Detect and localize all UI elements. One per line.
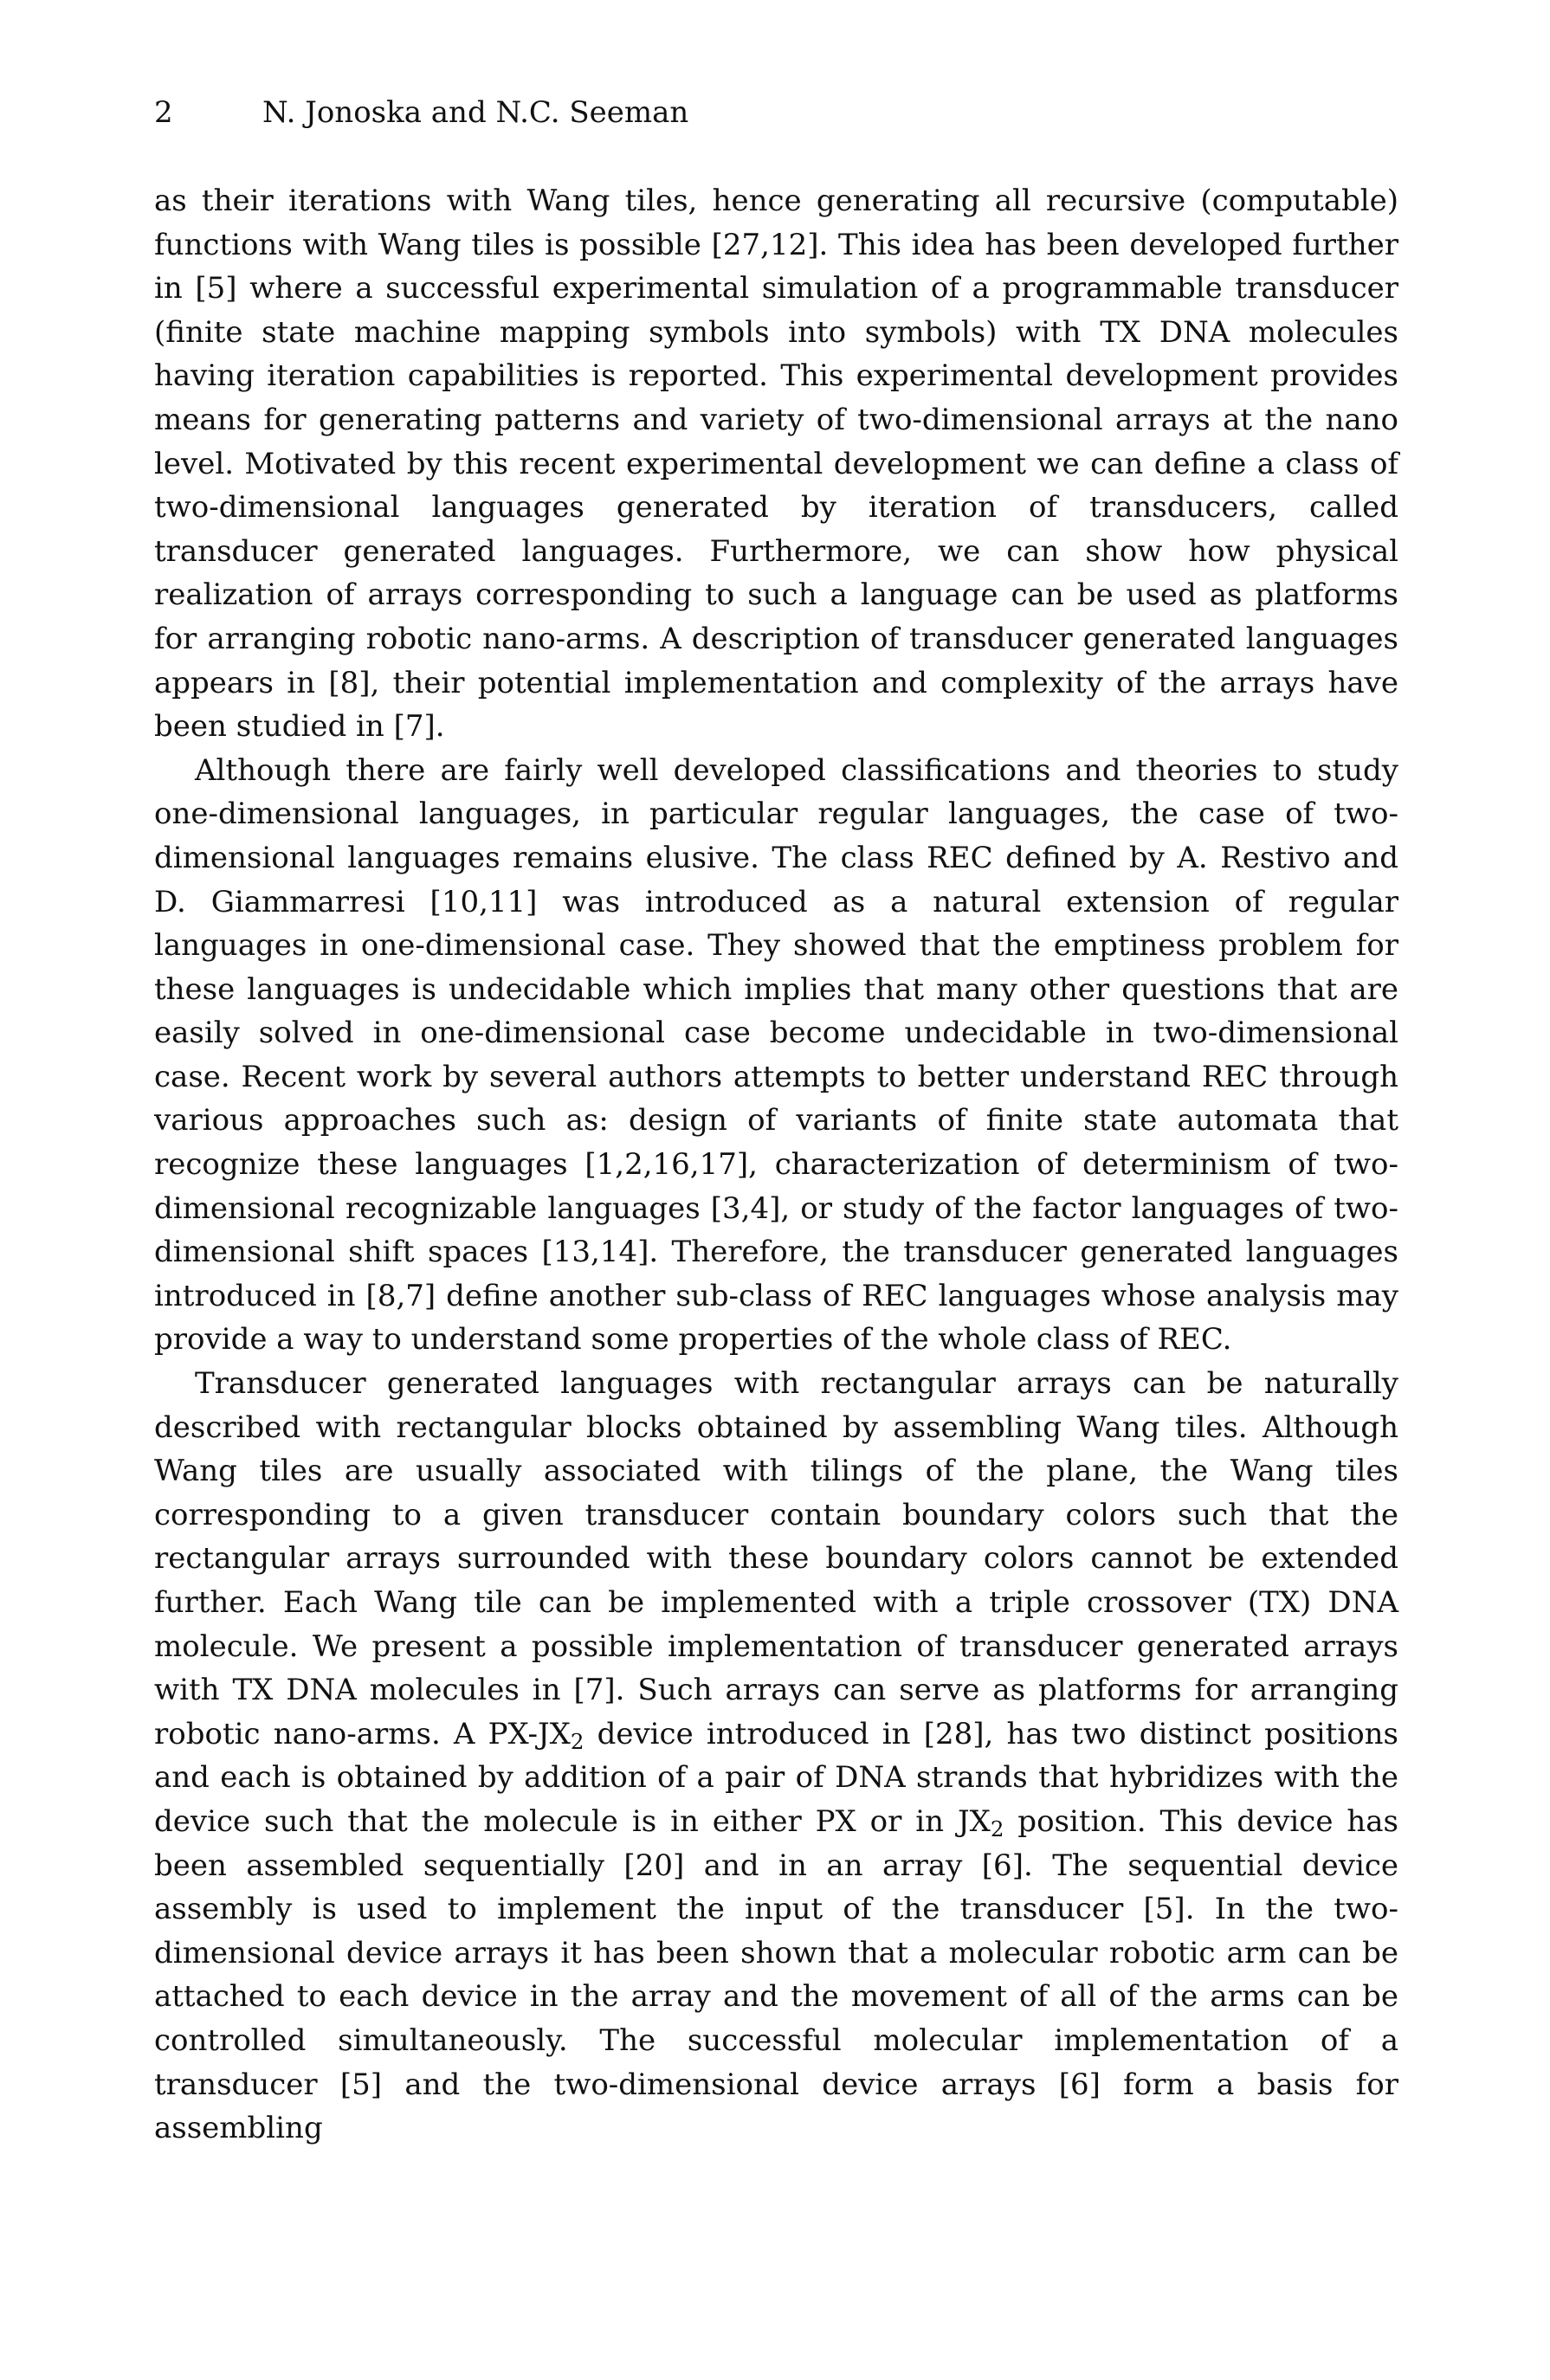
paragraph-3-part-1: Transducer generated languages with rectangular arrays can be naturally described with rectangular blocks obtained by assembling Wang tiles. Although Wang tiles are usually associated with tilings of the plane, the Wang tiles corresponding to a given transducer contain boundary colors such that the rectangular arrays surrounded with these boundary colors cannot be extended further. Each Wang tile can be implemented with a triple crossover (TX) DNA molecule. We present a possible implementation of transducer generated arrays with TX DNA molecules in [7]. Such arrays can serve as platforms for arranging robotic nano-arms. A PX-JX <box>154 1366 1398 1751</box>
paragraph-3 <box>154 1362 1398 2151</box>
paragraph-3-part-2: device introduced in [28], has two distinct positions and each is obtained by addition of a pair of DNA strands that hybridizes with the device such that the molecule is in either PX or in JX <box>154 1716 1399 1839</box>
running-head <box>154 94 688 132</box>
paragraph-3-part-3: position. This device has been assembled sequentially [20] and in an array [6]. The sequential device assembly is used to implement the input of the transducer [5]. In the two-dimensional device arrays it has been shown that a molecular robotic arm can be attached to each device in the array and the movement of all of the arms can be controlled simultaneously. The successful molecular implementation of a transducer [5] and the two-dimensional device arrays [6] form a basis for assembling <box>154 1803 1398 2146</box>
page-number: 2 <box>154 95 173 130</box>
subscript-2: 2 <box>990 1816 1004 1842</box>
running-head-authors: N. Jonoska and N.C. Seeman <box>262 95 689 130</box>
subscript-2: 2 <box>570 1728 584 1754</box>
body-text <box>154 179 1398 2151</box>
paragraph-1: as their iterations with Wang tiles, hence generating all recursive (computable) functions with Wang tiles is possible [27,12]. This idea has been developed further in [5] where a successful experimental simulation of a programmable transducer (finite state machine mapping symbols into symbols) with TX DNA molecules having iteration capabilities is reported. This experimental development provides means for generating patterns and variety of two-dimensional arrays at the nano level. Motivated by this recent experimental development we can define a class of two-dimensional languages generated by iteration of transducers, called transducer generated languages. Furthermore, we can show how physical realization of arrays corresponding to such a language can be used as platforms for arranging robotic nano-arms. A description of transducer generated languages appears in [8], their potential implementation and complexity of the arrays have been studied in [7]. <box>154 184 1398 745</box>
paragraph-2: Although there are fairly well developed classifications and theories to study one-dimensional languages, in particular regular languages, the case of two-dimensional languages remains elusive. The class REC defined by A. Restivo and D. Giammarresi [10,11] was introduced as a natural extension of regular languages in one-dimensional case. They showed that the emptiness problem for these languages is undecidable which implies that many other questions that are easily solved in one-dimensional case become undecidable in two-dimensional case. Recent work by several authors attempts to better understand REC through various approaches such as: design of variants of finite state automata that recognize these languages [1,2,16,17], characterization of determinism of two-dimensional recognizable languages [3,4], or study of the factor languages of two-dimensional shift spaces [13,14]. Therefore, the transducer generated languages introduced in [8,7] define another sub-class of REC languages whose analysis may provide a way to understand some properties of the whole class of REC. <box>154 752 1398 1358</box>
